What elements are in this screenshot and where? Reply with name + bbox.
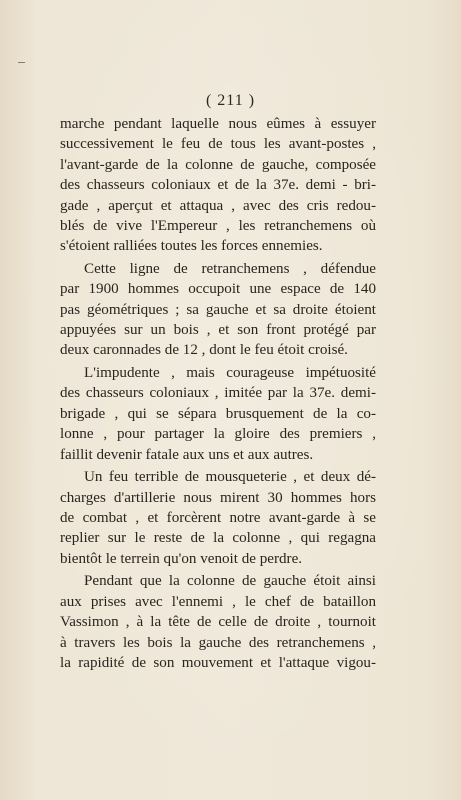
text-line: L'impudente , mais courageuse impétuosité [84, 365, 376, 382]
text-line: à travers les bois la gauche des retranchemens , [60, 634, 376, 651]
text-line: marche pendant laquelle nous eûmes à essuyer [60, 116, 376, 132]
text-line: l'avant-garde de la colonne de gauche, composée [60, 156, 376, 173]
body-text [60, 114, 376, 673]
text-line: charges d'artillerie nous mirent 30 hommes hors [60, 489, 376, 506]
text-line: pas géométriques ; sa gauche et sa droite étoient [60, 301, 376, 318]
text-line: la rapidité de son mouvement et l'attaque vigou- [60, 654, 376, 671]
text-line: appuyées sur un bois , et son front protégé par [60, 322, 376, 339]
paragraph-4 [60, 467, 376, 569]
paragraph-1 [60, 114, 376, 257]
text-line: Un feu terrible de mousqueterie , et deux dé- [84, 469, 376, 486]
text-line: Cette ligne de retranchemens , défendue [84, 260, 376, 277]
text-line: gade , aperçut et attaqua , avec des cris redou- [60, 197, 376, 214]
text-line: par 1900 hommes occupoit une espace de 140 [60, 281, 376, 298]
page-number: ( 211 ) [205, 92, 256, 109]
text-line: Pendant que la colonne de gauche étoit ainsi [84, 573, 376, 590]
text-line: Vassimon , à la tête de celle de droite , tournoit [60, 614, 376, 631]
text-line: blés de vive l'Empereur , les retranchemens où [60, 217, 376, 234]
text-line: replier sur le reste de la colonne , qui regagna [60, 530, 376, 547]
text-line: successivement le feu de tous les avant-postes , [60, 136, 376, 153]
text-line: de combat , et forcèrent notre avant-garde à se [60, 509, 376, 526]
text-line: faillit devenir fatale aux uns et aux autres. [60, 446, 314, 463]
text-line: brigade , qui se sépara brusquement de la co- [60, 405, 376, 422]
text-line: des chasseurs coloniaux et de la 37e. demi - bri- [60, 177, 376, 194]
page-mark [18, 62, 25, 63]
text-line: s'étoient ralliées toutes les forces ennemies. [60, 238, 323, 255]
text-line: bientôt le terrein qu'on venoit de perdre. [60, 550, 303, 567]
text-line: deux caronnades de 12 , dont le feu étoit croisé. [60, 342, 348, 359]
text-line: lonne , pour partager la gloire des premiers , [60, 426, 376, 443]
paragraph-2 [60, 259, 376, 361]
paragraph-5 [60, 571, 376, 673]
paragraph-3 [60, 363, 376, 465]
text-line: des chasseurs coloniaux , imitée par la 37e. demi- [60, 385, 376, 402]
text-line: aux prises avec l'ennemi , le chef de bataillon [60, 593, 376, 610]
